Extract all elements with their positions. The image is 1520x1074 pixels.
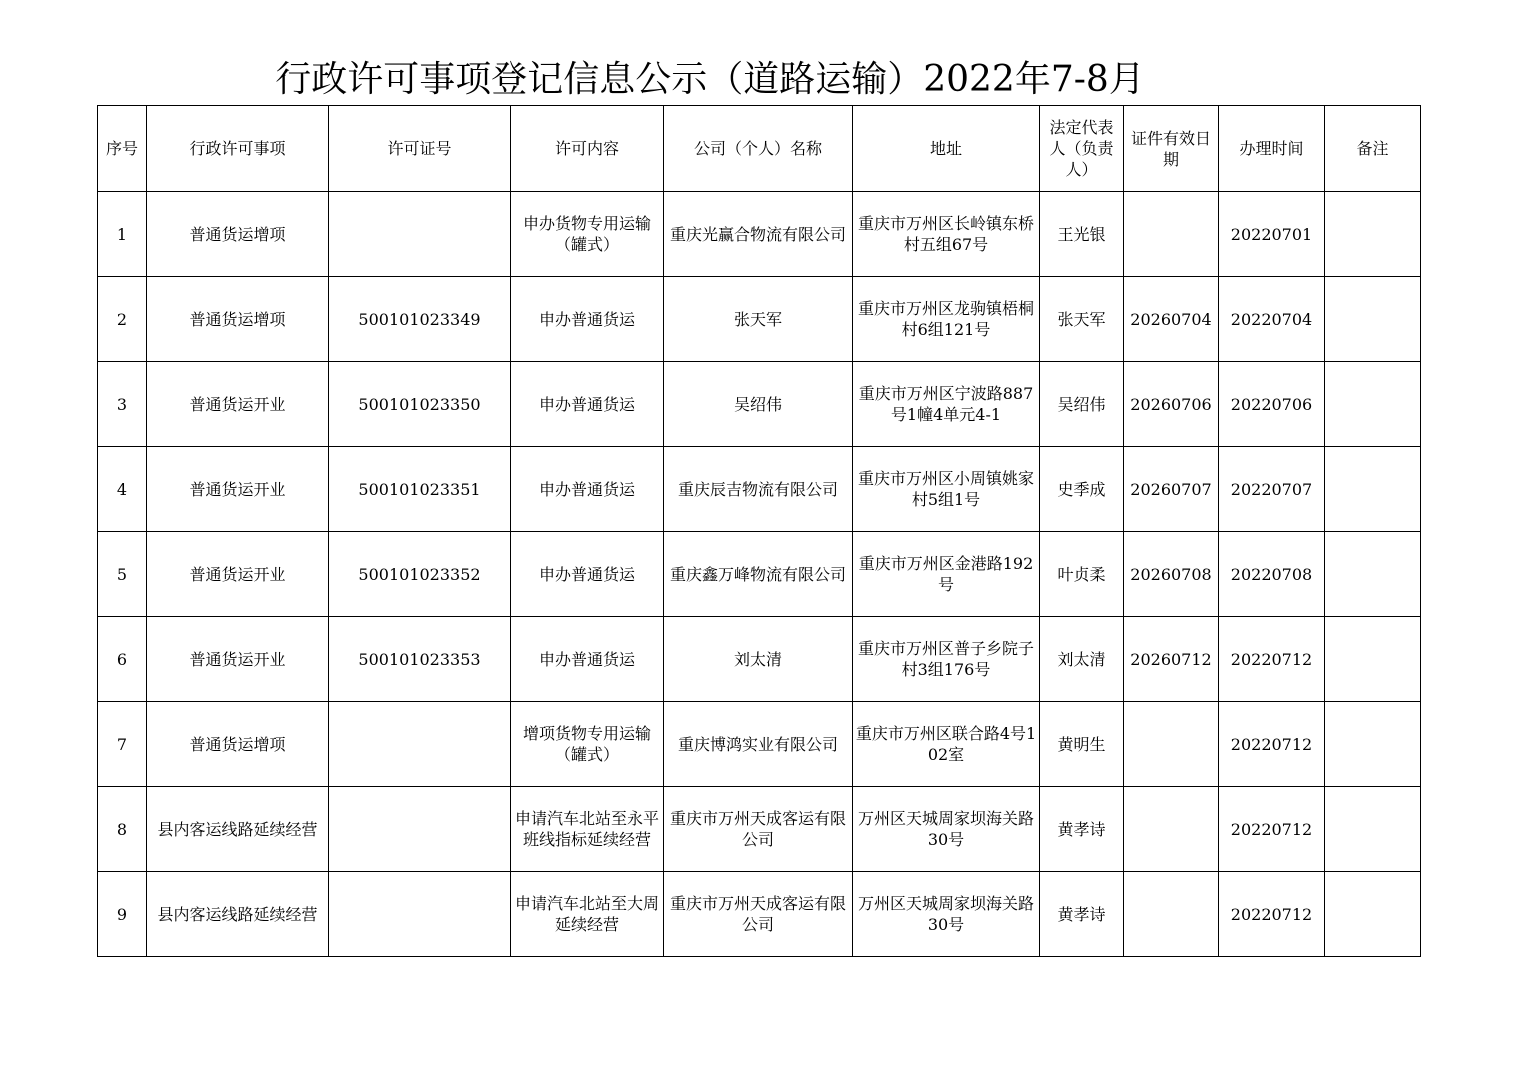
cell-content: 申办普通货运 [511,362,664,447]
table-row [98,872,1421,957]
cell-license-no: 500101023352 [329,532,511,617]
cell-handle-time: 20220707 [1219,447,1325,532]
col-header-company: 公司（个人）名称 [664,106,853,192]
cell-legal-rep: 张天军 [1040,277,1124,362]
cell-address: 重庆市万州区小周镇姚家村5组1号 [853,447,1040,532]
cell-license-no: 500101023350 [329,362,511,447]
cell-company: 重庆博鸿实业有限公司 [664,702,853,787]
cell-content: 增项货物专用运输（罐式） [511,702,664,787]
cell-seq: 3 [98,362,147,447]
cell-seq: 7 [98,702,147,787]
col-header-address: 地址 [853,106,1040,192]
cell-item: 普通货运增项 [147,192,329,277]
cell-handle-time: 20220708 [1219,532,1325,617]
cell-valid-date: 20260708 [1124,532,1219,617]
cell-valid-date [1124,872,1219,957]
license-table [97,105,1421,957]
col-header-valid-date: 证件有效日期 [1124,106,1219,192]
cell-remark [1325,532,1421,617]
cell-remark [1325,617,1421,702]
cell-license-no: 500101023351 [329,447,511,532]
cell-handle-time: 20220712 [1219,702,1325,787]
cell-handle-time: 20220706 [1219,362,1325,447]
cell-remark [1325,872,1421,957]
cell-company: 刘太清 [664,617,853,702]
col-header-remark: 备注 [1325,106,1421,192]
cell-item: 普通货运开业 [147,532,329,617]
cell-remark [1325,192,1421,277]
table-row [98,277,1421,362]
cell-valid-date: 20260704 [1124,277,1219,362]
cell-company: 吴绍伟 [664,362,853,447]
cell-content: 申请汽车北站至大周延续经营 [511,872,664,957]
cell-legal-rep: 刘太清 [1040,617,1124,702]
cell-item: 普通货运开业 [147,362,329,447]
col-header-seq: 序号 [98,106,147,192]
cell-company: 重庆市万州天成客运有限公司 [664,787,853,872]
cell-address: 重庆市万州区普子乡院子村3组176号 [853,617,1040,702]
cell-seq: 1 [98,192,147,277]
cell-item: 普通货运增项 [147,277,329,362]
cell-remark [1325,362,1421,447]
cell-legal-rep: 王光银 [1040,192,1124,277]
cell-legal-rep: 黄明生 [1040,702,1124,787]
cell-valid-date [1124,787,1219,872]
cell-seq: 5 [98,532,147,617]
col-header-license-no: 许可证号 [329,106,511,192]
cell-handle-time: 20220701 [1219,192,1325,277]
cell-seq: 8 [98,787,147,872]
cell-license-no [329,702,511,787]
cell-item: 普通货运开业 [147,617,329,702]
cell-item: 县内客运线路延续经营 [147,787,329,872]
col-header-legal-rep: 法定代表人（负责人） [1040,106,1124,192]
cell-valid-date: 20260707 [1124,447,1219,532]
cell-handle-time: 20220712 [1219,617,1325,702]
cell-seq: 9 [98,872,147,957]
cell-valid-date: 20260712 [1124,617,1219,702]
cell-remark [1325,447,1421,532]
table-row [98,192,1421,277]
cell-valid-date [1124,702,1219,787]
cell-address: 重庆市万州区长岭镇东桥村五组67号 [853,192,1040,277]
cell-handle-time: 20220712 [1219,787,1325,872]
cell-legal-rep: 吴绍伟 [1040,362,1124,447]
cell-company: 重庆市万州天成客运有限公司 [664,872,853,957]
cell-legal-rep: 叶贞柔 [1040,532,1124,617]
table-row [98,787,1421,872]
cell-content: 申请汽车北站至永平班线指标延续经营 [511,787,664,872]
table-row [98,362,1421,447]
cell-seq: 6 [98,617,147,702]
cell-content: 申办普通货运 [511,277,664,362]
cell-handle-time: 20220712 [1219,872,1325,957]
header-row [98,106,1421,192]
page-title: 行政许可事项登记信息公示（道路运输）2022年7-8月 [275,59,1145,100]
table-row [98,702,1421,787]
cell-address: 重庆市万州区联合路4号102室 [853,702,1040,787]
cell-company: 重庆光赢合物流有限公司 [664,192,853,277]
cell-content: 申办普通货运 [511,617,664,702]
cell-address: 万州区天城周家坝海关路30号 [853,787,1040,872]
cell-legal-rep: 黄孝诗 [1040,872,1124,957]
cell-remark [1325,702,1421,787]
cell-remark [1325,787,1421,872]
cell-license-no [329,872,511,957]
cell-valid-date [1124,192,1219,277]
cell-license-no: 500101023349 [329,277,511,362]
col-header-content: 许可内容 [511,106,664,192]
cell-license-no [329,192,511,277]
cell-content: 申办普通货运 [511,447,664,532]
cell-remark [1325,277,1421,362]
cell-seq: 2 [98,277,147,362]
cell-handle-time: 20220704 [1219,277,1325,362]
cell-item: 普通货运增项 [147,702,329,787]
table-row [98,447,1421,532]
cell-valid-date: 20260706 [1124,362,1219,447]
cell-license-no: 500101023353 [329,617,511,702]
cell-address: 重庆市万州区宁波路887号1幢4单元4-1 [853,362,1040,447]
cell-company: 重庆辰吉物流有限公司 [664,447,853,532]
cell-address: 万州区天城周家坝海关路30号 [853,872,1040,957]
cell-license-no [329,787,511,872]
cell-content: 申办普通货运 [511,532,664,617]
cell-item: 普通货运开业 [147,447,329,532]
cell-company: 重庆鑫万峰物流有限公司 [664,532,853,617]
cell-company: 张天军 [664,277,853,362]
cell-content: 申办货物专用运输（罐式） [511,192,664,277]
cell-seq: 4 [98,447,147,532]
cell-legal-rep: 黄孝诗 [1040,787,1124,872]
col-header-handle-time: 办理时间 [1219,106,1325,192]
cell-address: 重庆市万州区龙驹镇梧桐村6组121号 [853,277,1040,362]
cell-legal-rep: 史季成 [1040,447,1124,532]
table-row [98,617,1421,702]
col-header-item: 行政许可事项 [147,106,329,192]
cell-item: 县内客运线路延续经营 [147,872,329,957]
table-row [98,532,1421,617]
cell-address: 重庆市万州区金港路192号 [853,532,1040,617]
